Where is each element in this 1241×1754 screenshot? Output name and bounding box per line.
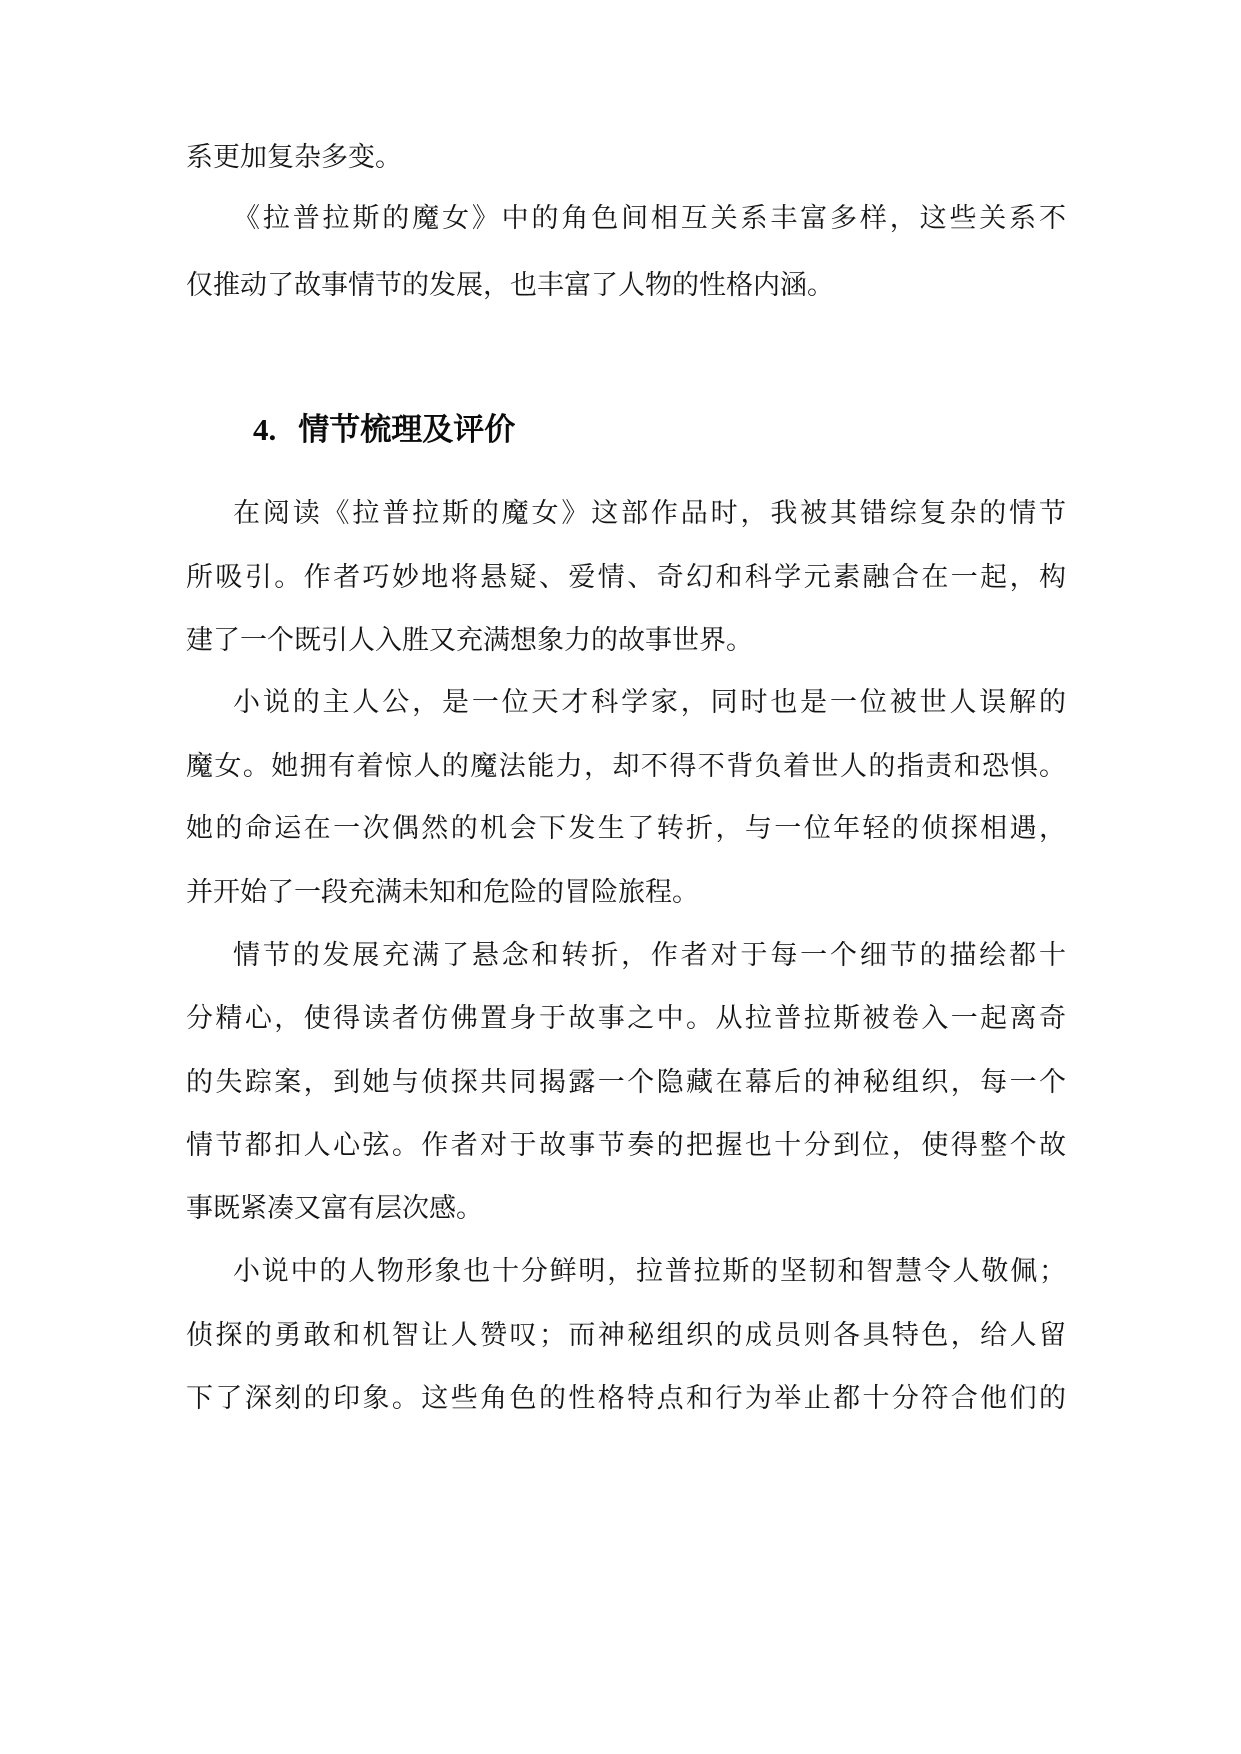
text-line: 《拉普拉斯的魔女》中的角色间相互关系丰富多样，这些关系不 xyxy=(233,203,1066,234)
text-line: 分精心，使得读者仿佛置身于故事之中。从拉普拉斯被卷入一起离奇 xyxy=(186,1003,1066,1034)
text-line: 事既紧凑又富有层次感。 xyxy=(186,1193,483,1224)
text-line: 在阅读《拉普拉斯的魔女》这部作品时，我被其错综复杂的情节 xyxy=(233,498,1066,529)
text-line: 系更加复杂多变。 xyxy=(186,142,402,173)
text-line: 并开始了一段充满未知和危险的冒险旅程。 xyxy=(186,877,699,908)
text-line: 下了深刻的印象。这些角色的性格特点和行为举止都十分符合他们的 xyxy=(186,1383,1066,1414)
text-line: 情节的发展充满了悬念和转折，作者对于每一个细节的描绘都十 xyxy=(233,940,1066,971)
text-line: 情节都扣人心弦。作者对于故事节奏的把握也十分到位，使得整个故 xyxy=(186,1130,1066,1161)
text-line: 侦探的勇敢和机智让人赞叹；而神秘组织的成员则各具特色，给人留 xyxy=(186,1320,1066,1351)
text-line: 所吸引。作者巧妙地将悬疑、爱情、奇幻和科学元素融合在一起，构 xyxy=(186,562,1066,593)
text-line: 小说中的人物形象也十分鲜明，拉普拉斯的坚韧和智慧令人敬佩； xyxy=(233,1256,1066,1287)
text-line: 建了一个既引人入胜又充满想象力的故事世界。 xyxy=(186,625,753,656)
text-line: 魔女。她拥有着惊人的魔法能力，却不得不背负着世人的指责和恐惧。 xyxy=(186,751,1066,782)
text-line: 她的命运在一次偶然的机会下发生了转折，与一位年轻的侦探相遇， xyxy=(186,813,1066,844)
text-line: 小说的主人公，是一位天才科学家，同时也是一位被世人误解的 xyxy=(233,687,1066,718)
text-line: 的失踪案，到她与侦探共同揭露一个隐藏在幕后的神秘组织，每一个 xyxy=(186,1067,1066,1098)
section-title: 情节梳理及评价 xyxy=(298,412,516,448)
section-heading xyxy=(253,410,515,450)
text-line: 仅推动了故事情节的发展，也丰富了人物的性格内涵。 xyxy=(186,270,834,301)
section-number: 4. xyxy=(253,412,277,447)
